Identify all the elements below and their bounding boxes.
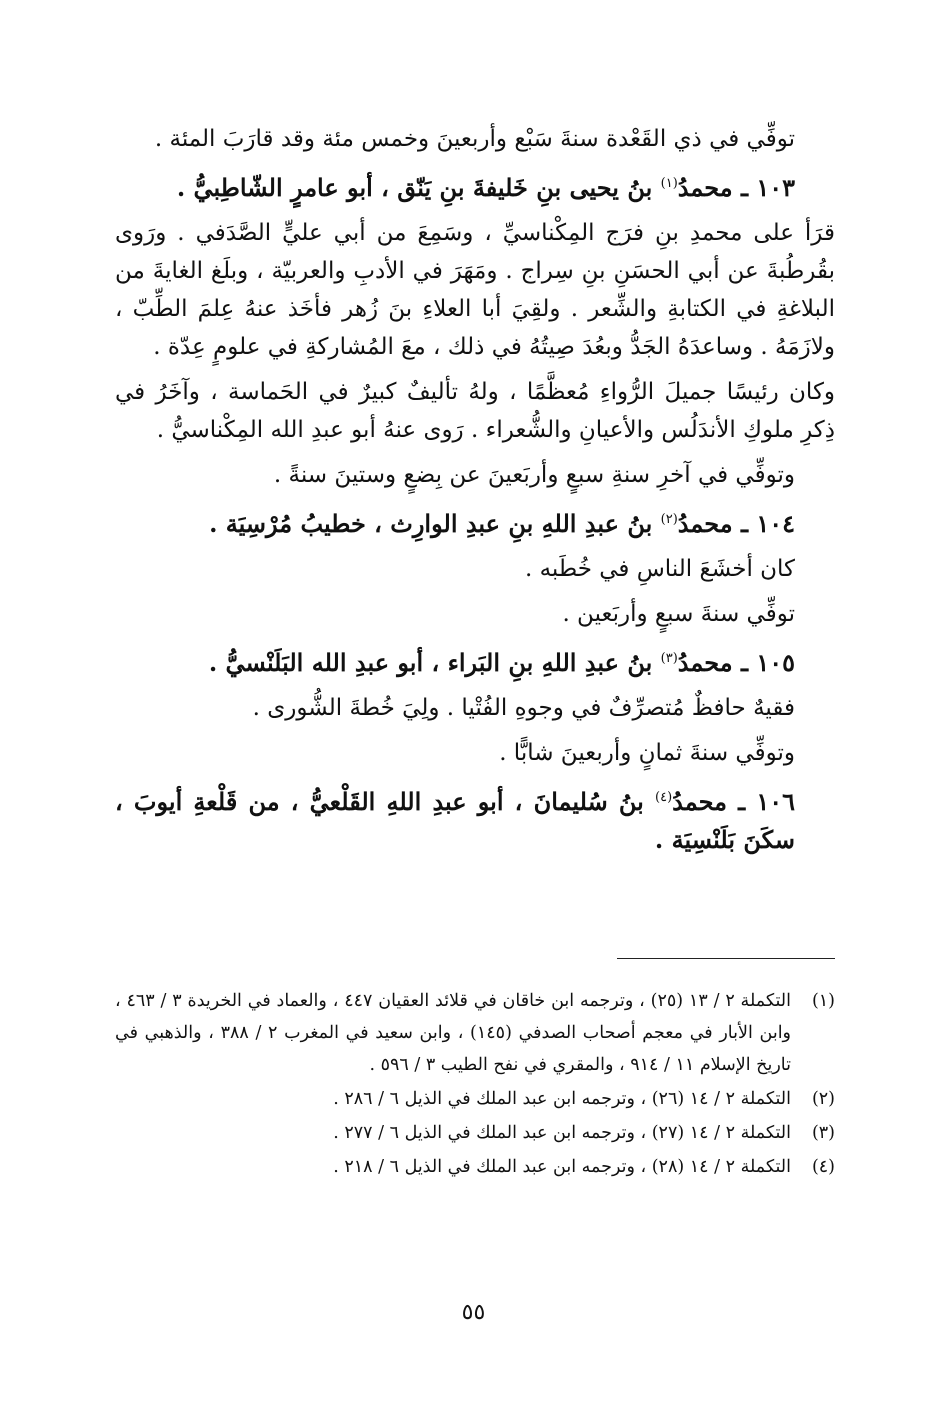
footnotes: [115, 985, 835, 1185]
entry-name-tail: بنُ عبدِ اللهِ بنِ عبدِ الوارِث ، خطيبُ مُرْسِيَة .: [209, 509, 661, 538]
footnote-text: التكملة ٢ / ١٤ (٢٧) ، وترجمه ابن عبد الملك في الذيل ٦ / ٢٧٧ .: [333, 1123, 791, 1143]
page-number: ٥٥: [461, 1300, 486, 1325]
footnote-reference: (٤): [655, 790, 673, 805]
entry-name-tail: بنُ عبدِ اللهِ بنِ البَراء ، أبو عبدِ الله البَلَنْسيُّ .: [208, 648, 661, 677]
footnote: [115, 1117, 835, 1149]
paragraph: قرَأ على محمدِ بنِ فرَج المِكْناسيِّ ، وسَمِعَ من أبي عليٍّ الصَّدَفي . ورَوى بقُرطُبةَ عن أبي الحسَنِ بنِ سِراج . ومَهَرَ في الأدبِ والعربيّة ، وبلَغ الغايةَ من البلاغةِ في الكتابةِ والشِّعر . ولقِيَ أبا العلاءِ بنَ زُهر فأخَذ عنهُ عِلمَ الطِّبّ ، ولازَمَهُ . وساعدَهُ الجَدُّ وبعُدَ صِيتُهُ في ذلك ، معَ المُشاركةِ في علومٍ عِدّة .: [115, 220, 835, 360]
entry-number-name: ١٠٣ ـ محمدُ: [677, 173, 795, 202]
footnote-separator: [617, 958, 835, 959]
footnote-reference: (٢): [660, 512, 678, 527]
footnote-number: (٤): [811, 1157, 835, 1177]
paragraph: فقيهٌ حافظٌ مُتصرِّفٌ في وجوهِ الفُتْيا . ولِيَ خُطةَ الشُّورى .: [252, 695, 795, 721]
paragraph: توفِّي سنةَ سبعٍ وأربَعين .: [562, 601, 795, 627]
footnote-reference: (١): [660, 176, 678, 191]
entry-number-name: ١٠٦ ـ محمدُ: [672, 787, 795, 816]
footnote-reference: (٣): [660, 651, 678, 666]
entry-number-name: ١٠٥ ـ محمدُ: [677, 648, 795, 677]
footnote: [115, 1083, 835, 1115]
footnote-text: التكملة ٢ / ١٤ (٢٦) ، وترجمه ابن عبد الملك في الذيل ٦ / ٢٨٦ .: [333, 1089, 791, 1109]
entry-heading-105: [115, 640, 835, 682]
footnote-number: (٣): [811, 1123, 835, 1143]
paragraph: وكان رئيسًا جميلَ الرُّواءِ مُعظَّمًا ، ولهُ تأليفٌ كبيرٌ في الحَماسة ، وآخَرُ في ذِكرِ ملوكِ الأندَلُس والأعيانِ والشُّعراء . رَوى عنهُ أبو عبدِ الله المِكْناسيُّ .: [115, 379, 835, 443]
paragraph: توفِّي في ذي القَعْدة سنةَ سَبْع وأربعينَ وخمس مئة وقد قارَبَ المئة .: [154, 126, 795, 152]
main-text: [115, 120, 835, 866]
footnote: [115, 985, 835, 1081]
footnote-text: التكملة ٢ / ١٣ (٢٥) ، وترجمه ابن خاقان في قلائد العقيان ٤٤٧ ، والعماد في الخريدة ٣ / ٤٦٣ ، وابن الأبار في معجم أصحاب الصدفي (١٤٥) ، وابن سعيد في المغرب ٢ / ٣٨٨ ، والذهبي في تاريخ الإسلام ١١ / ٩١٤ ، والمقري في نفح الطيب ٣ / ٥٩٦ .: [115, 991, 792, 1075]
paragraph: كان أخشَعَ الناسِ في خُطَبه .: [524, 556, 795, 582]
entry-heading-106: [115, 779, 835, 859]
entry-heading-103: [115, 165, 835, 207]
entry-heading-104: [115, 501, 835, 543]
paragraph: وتوفِّي في آخرِ سنةِ سبعٍ وأربَعينَ عن بِضعٍ وستينَ سنةً .: [273, 462, 795, 488]
entry-number-name: ١٠٤ ـ محمدُ: [677, 509, 795, 538]
footnote: [115, 1151, 835, 1183]
paragraph: وتوفِّي سنةَ ثمانٍ وأربعينَ شابًّا .: [499, 740, 795, 766]
footnote-text: التكملة ٢ / ١٤ (٢٨) ، وترجمه ابن عبد الملك في الذيل ٦ / ٢١٨ .: [333, 1157, 791, 1177]
entry-name-tail: بنُ يحيى بنِ خَليفةَ بنِ يَنّق ، أبو عامرٍ الشّاطِبيُّ .: [176, 173, 661, 202]
footnote-number: (٢): [811, 1089, 835, 1109]
entry-name-tail: بنُ سُليمانَ ، أبو عبدِ اللهِ القَلْعيُّ ، من قَلْعةِ أيوبَ ، سكَنَ بَلَنْسِيَة .: [115, 787, 795, 854]
footnote-number: (١): [811, 991, 835, 1011]
